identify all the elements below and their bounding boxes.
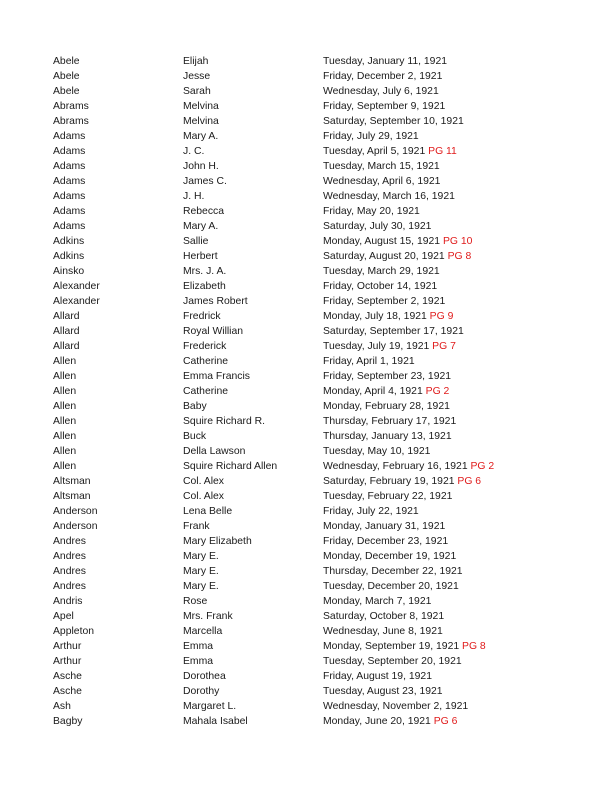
record-row	[0, 84, 612, 99]
date-cell	[323, 324, 464, 339]
record-row	[0, 204, 612, 219]
page-ref-label: PG 6	[433, 716, 458, 727]
record-row	[0, 144, 612, 159]
date-cell	[323, 114, 464, 129]
surname-cell: Ainsko	[53, 266, 85, 277]
record-row	[0, 324, 612, 339]
date-text: Wednesday, February 16, 1921	[323, 461, 468, 472]
date-text: Thursday, January 13, 1921	[323, 431, 452, 442]
date-text: Thursday, December 22, 1921	[323, 566, 463, 577]
record-row	[0, 384, 612, 399]
record-row	[0, 444, 612, 459]
given-name-cell: Jesse	[183, 71, 211, 82]
record-row	[0, 684, 612, 699]
date-cell	[323, 144, 457, 159]
date-text: Tuesday, August 23, 1921	[323, 686, 443, 697]
record-row	[0, 279, 612, 294]
surname-cell: Adkins	[53, 251, 85, 262]
date-text: Tuesday, March 29, 1921	[323, 266, 440, 277]
date-cell	[323, 294, 445, 309]
record-row	[0, 294, 612, 309]
date-text: Friday, April 1, 1921	[323, 356, 415, 367]
record-row	[0, 219, 612, 234]
given-name-cell: Emma	[183, 656, 214, 667]
date-text: Friday, May 20, 1921	[323, 206, 420, 217]
date-text: Monday, June 20, 1921	[323, 716, 431, 727]
date-text: Monday, September 19, 1921	[323, 641, 460, 652]
date-cell	[323, 99, 445, 114]
date-cell	[323, 369, 451, 384]
date-text: Tuesday, December 20, 1921	[323, 581, 459, 592]
date-cell	[323, 444, 430, 459]
given-name-cell: Marcella	[183, 626, 223, 637]
surname-cell: Abele	[53, 86, 80, 97]
date-cell	[323, 534, 448, 549]
date-cell	[323, 354, 415, 369]
page-ref-label: PG 6	[457, 476, 482, 487]
record-row	[0, 534, 612, 549]
record-row	[0, 264, 612, 279]
given-name-cell: Emma Francis	[183, 371, 250, 382]
given-name-cell: Mary E.	[183, 551, 219, 562]
date-text: Tuesday, February 22, 1921	[323, 491, 453, 502]
date-cell	[323, 219, 431, 234]
date-cell	[323, 639, 486, 654]
record-row	[0, 234, 612, 249]
surname-cell: Adams	[53, 146, 86, 157]
given-name-cell: Herbert	[183, 251, 218, 262]
given-name-cell: Col. Alex	[183, 491, 225, 502]
date-text: Saturday, September 17, 1921	[323, 326, 464, 337]
date-text: Monday, July 18, 1921	[323, 311, 427, 322]
record-row	[0, 519, 612, 534]
record-row	[0, 159, 612, 174]
record-row	[0, 309, 612, 324]
given-name-cell: James Robert	[183, 296, 248, 307]
given-name-cell: Lena Belle	[183, 506, 233, 517]
surname-cell: Bagby	[53, 716, 83, 727]
surname-cell: Abrams	[53, 101, 89, 112]
given-name-cell: Mary Elizabeth	[183, 536, 252, 547]
given-name-cell: Frank	[183, 521, 210, 532]
date-cell	[323, 474, 481, 489]
date-text: Wednesday, June 8, 1921	[323, 626, 443, 637]
given-name-cell: James C.	[183, 176, 227, 187]
given-name-cell: Mary E.	[183, 566, 219, 577]
page-ref-label: PG 8	[447, 251, 472, 262]
surname-cell: Allen	[53, 401, 77, 412]
given-name-cell: Dorothea	[183, 671, 226, 682]
surname-cell: Anderson	[53, 521, 98, 532]
record-list	[0, 54, 612, 729]
given-name-cell: Margaret L.	[183, 701, 237, 712]
surname-cell: Allen	[53, 461, 77, 472]
record-row	[0, 189, 612, 204]
record-row	[0, 594, 612, 609]
given-name-cell: Sallie	[183, 236, 209, 247]
surname-cell: Andres	[53, 536, 86, 547]
page-ref-label: PG 7	[432, 341, 456, 352]
date-cell	[323, 189, 455, 204]
record-row	[0, 549, 612, 564]
record-row	[0, 474, 612, 489]
surname-cell: Abele	[53, 71, 80, 82]
surname-cell: Arthur	[53, 641, 82, 652]
surname-cell: Abrams	[53, 116, 89, 127]
surname-cell: Arthur	[53, 656, 82, 667]
date-cell	[323, 159, 440, 174]
surname-cell: Adams	[53, 206, 86, 217]
date-text: Saturday, July 30, 1921	[323, 221, 432, 232]
date-text: Saturday, October 8, 1921	[323, 611, 445, 622]
date-cell	[323, 579, 459, 594]
surname-cell: Altsman	[53, 491, 91, 502]
record-row	[0, 564, 612, 579]
date-text: Wednesday, March 16, 1921	[323, 191, 455, 202]
date-text: Thursday, February 17, 1921	[323, 416, 457, 427]
given-name-cell: Mrs. Frank	[183, 611, 233, 622]
surname-cell: Adams	[53, 221, 86, 232]
date-text: Friday, July 22, 1921	[323, 506, 419, 517]
record-row	[0, 99, 612, 114]
date-cell	[323, 699, 468, 714]
date-text: Monday, December 19, 1921	[323, 551, 457, 562]
surname-cell: Allen	[53, 446, 77, 457]
surname-cell: Ash	[53, 701, 71, 712]
date-text: Saturday, August 20, 1921	[323, 251, 445, 262]
surname-cell: Allen	[53, 371, 77, 382]
surname-cell: Allard	[53, 311, 80, 322]
page-ref-label: PG 8	[462, 641, 486, 652]
date-text: Wednesday, November 2, 1921	[323, 701, 469, 712]
date-text: Saturday, February 19, 1921	[323, 476, 455, 487]
date-text: Friday, July 29, 1921	[323, 131, 419, 142]
record-row	[0, 669, 612, 684]
date-cell	[323, 129, 419, 144]
surname-cell: Allen	[53, 356, 77, 367]
date-cell	[323, 564, 463, 579]
record-row	[0, 504, 612, 519]
date-cell	[323, 279, 437, 294]
surname-cell: Andris	[53, 596, 83, 607]
date-cell	[323, 384, 449, 399]
record-row	[0, 429, 612, 444]
given-name-cell: Emma	[183, 641, 214, 652]
date-text: Tuesday, July 19, 1921	[323, 341, 430, 352]
date-text: Friday, August 19, 1921	[323, 671, 432, 682]
given-name-cell: Catherine	[183, 356, 229, 367]
date-cell	[323, 264, 440, 279]
given-name-cell: Rebecca	[183, 206, 225, 217]
surname-cell: Asche	[53, 686, 82, 697]
date-cell	[323, 459, 494, 474]
date-text: Monday, August 15, 1921	[323, 236, 441, 247]
date-cell	[323, 339, 456, 354]
page-ref-label: PG 2	[470, 461, 495, 472]
date-cell	[323, 624, 443, 639]
given-name-cell: Squire Richard Allen	[183, 461, 278, 472]
date-cell	[323, 594, 431, 609]
record-row	[0, 174, 612, 189]
given-name-cell: Della Lawson	[183, 446, 246, 457]
given-name-cell: Sarah	[183, 86, 211, 97]
page-ref-label: PG 10	[442, 236, 473, 247]
given-name-cell: Mrs. J. A.	[183, 266, 227, 277]
date-cell	[323, 489, 452, 504]
date-text: Monday, April 4, 1921	[323, 386, 423, 397]
record-row	[0, 339, 612, 354]
surname-cell: Alexander	[53, 281, 100, 292]
surname-cell: Allard	[53, 326, 80, 337]
date-cell	[323, 69, 442, 84]
given-name-cell: Fredrick	[183, 311, 221, 322]
date-text: Monday, January 31, 1921	[323, 521, 446, 532]
given-name-cell: Squire Richard R.	[183, 416, 266, 427]
surname-cell: Andres	[53, 566, 86, 577]
record-row	[0, 69, 612, 84]
date-text: Friday, September 9, 1921	[323, 101, 446, 112]
date-text: Friday, September 23, 1921	[323, 371, 452, 382]
date-text: Friday, September 2, 1921	[323, 296, 446, 307]
given-name-cell: Melvina	[183, 101, 219, 112]
surname-cell: Allen	[53, 416, 77, 427]
record-row	[0, 369, 612, 384]
date-cell	[323, 429, 452, 444]
date-text: Monday, March 7, 1921	[323, 596, 432, 607]
record-row	[0, 414, 612, 429]
surname-cell: Abele	[53, 56, 80, 67]
given-name-cell: Frederick	[183, 341, 227, 352]
surname-cell: Apel	[53, 611, 74, 622]
date-text: Saturday, September 10, 1921	[323, 116, 464, 127]
surname-cell: Appleton	[53, 626, 95, 637]
date-text: Tuesday, January 11, 1921	[323, 56, 447, 67]
date-text: Tuesday, April 5, 1921	[323, 146, 426, 157]
record-row	[0, 54, 612, 69]
record-row	[0, 249, 612, 264]
record-row	[0, 699, 612, 714]
date-text: Friday, December 23, 1921	[323, 536, 449, 547]
given-name-cell: Melvina	[183, 116, 219, 127]
surname-cell: Adams	[53, 161, 86, 172]
date-cell	[323, 309, 453, 324]
surname-cell: Anderson	[53, 506, 98, 517]
date-cell	[323, 504, 419, 519]
date-cell	[323, 249, 471, 264]
surname-cell: Adams	[53, 191, 86, 202]
surname-cell: Allen	[53, 386, 77, 397]
date-text: Tuesday, September 20, 1921	[323, 656, 462, 667]
date-cell	[323, 654, 462, 669]
given-name-cell: Baby	[183, 401, 207, 412]
given-name-cell: Buck	[183, 431, 207, 442]
date-cell	[323, 714, 457, 729]
date-text: Friday, October 14, 1921	[323, 281, 438, 292]
given-name-cell: Elizabeth	[183, 281, 226, 292]
record-row	[0, 354, 612, 369]
given-name-cell: Catherine	[183, 386, 229, 397]
date-text: Tuesday, May 10, 1921	[323, 446, 431, 457]
record-row	[0, 399, 612, 414]
page-ref-label: PG 11	[428, 146, 457, 157]
surname-cell: Allard	[53, 341, 80, 352]
record-row	[0, 579, 612, 594]
record-row	[0, 609, 612, 624]
date-cell	[323, 54, 447, 69]
date-text: Monday, February 28, 1921	[323, 401, 450, 412]
surname-cell: Alexander	[53, 296, 100, 307]
date-cell	[323, 234, 472, 249]
page-ref-label: PG 9	[429, 311, 454, 322]
given-name-cell: Mahala Isabel	[183, 716, 248, 727]
given-name-cell: Elijah	[183, 56, 209, 67]
surname-cell: Adkins	[53, 236, 85, 247]
surname-cell: Adams	[53, 131, 86, 142]
record-row	[0, 129, 612, 144]
given-name-cell: J. C.	[183, 146, 205, 157]
given-name-cell: Rose	[183, 596, 208, 607]
record-row	[0, 624, 612, 639]
given-name-cell: Col. Alex	[183, 476, 225, 487]
surname-cell: Altsman	[53, 476, 91, 487]
date-cell	[323, 414, 456, 429]
surname-cell: Allen	[53, 431, 77, 442]
date-cell	[323, 684, 443, 699]
record-row	[0, 489, 612, 504]
surname-cell: Adams	[53, 176, 86, 187]
record-row	[0, 459, 612, 474]
date-text: Wednesday, July 6, 1921	[323, 86, 439, 97]
surname-cell: Asche	[53, 671, 82, 682]
given-name-cell: John H.	[183, 161, 219, 172]
given-name-cell: Royal Willian	[183, 326, 244, 337]
record-row	[0, 639, 612, 654]
date-text: Friday, December 2, 1921	[323, 71, 443, 82]
date-cell	[323, 174, 440, 189]
surname-cell: Andres	[53, 551, 86, 562]
date-cell	[323, 84, 439, 99]
date-cell	[323, 609, 444, 624]
date-cell	[323, 549, 456, 564]
surname-cell: Andres	[53, 581, 86, 592]
page-ref-label: PG 2	[425, 386, 450, 397]
record-row	[0, 714, 612, 729]
date-cell	[323, 204, 420, 219]
given-name-cell: Mary A.	[183, 221, 219, 232]
date-cell	[323, 399, 450, 414]
date-cell	[323, 669, 432, 684]
given-name-cell: Mary A.	[183, 131, 219, 142]
date-cell	[323, 519, 445, 534]
date-text: Tuesday, March 15, 1921	[323, 161, 440, 172]
given-name-cell: Mary E.	[183, 581, 219, 592]
given-name-cell: Dorothy	[183, 686, 220, 697]
given-name-cell: J. H.	[183, 191, 205, 202]
record-row	[0, 114, 612, 129]
record-row	[0, 654, 612, 669]
date-text: Wednesday, April 6, 1921	[323, 176, 441, 187]
